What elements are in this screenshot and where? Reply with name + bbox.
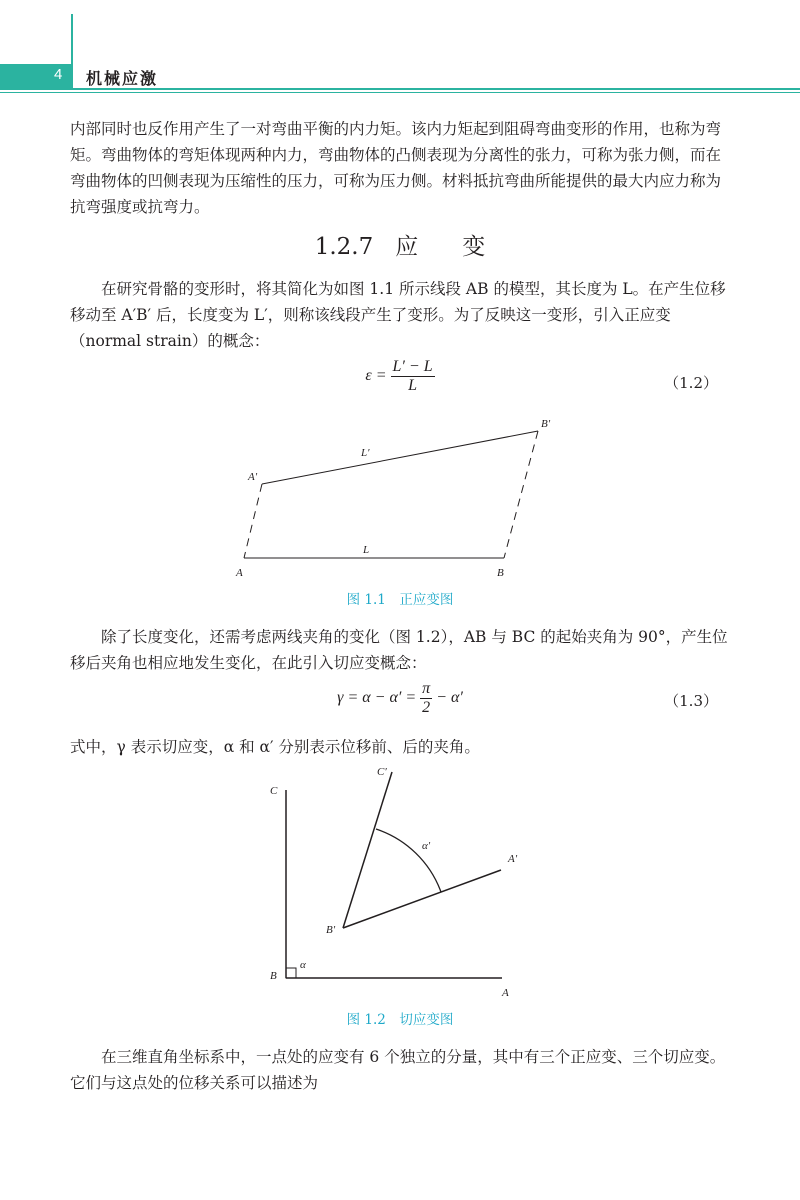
segment-b-prime-a-prime [343,870,501,928]
section-title-char1: 应 [395,234,419,260]
label-alpha: α [300,959,306,971]
section-number: 1.2.7 [314,234,374,260]
label-b-prime: B′ [541,418,551,430]
label-b-origin: B [270,970,277,982]
page-number: 4 [54,66,63,83]
label-l-prime: L′ [361,447,370,459]
label-b: B [497,567,504,579]
label-a: A [236,567,243,579]
right-angle-marker [286,968,296,978]
eq2-lhs: γ = α − α′ = [337,689,417,707]
alpha-prime-arc [376,829,441,892]
label-a-end: A [502,987,509,999]
paragraph-symbol-definitions: 式中，γ 表示切应变，α 和 α′ 分别表示位移前、后的夹角。 [70,738,480,756]
dashed-a-to-a-prime [244,484,262,558]
equation-1-2-label: （1.2） [664,374,718,392]
paragraph-3d-strain: 在三维直角坐标系中，一点处的应变有 6 个独立的分量，其中有三个正应变、三个切应变。它们与这点处的位移关系可以描述为 [70,1048,726,1092]
header-rule-thin [0,92,800,93]
eq2-numerator: π [422,680,431,697]
segment-a-prime-b-prime [262,431,538,484]
header-rule [0,88,800,90]
section-heading [0,228,800,261]
eq2-rhs: − α′ [436,689,463,707]
label-alpha-prime: α′ [422,840,431,852]
figure-1-2-caption: 图 1.2 切应变图 [346,1012,454,1028]
label-c: C [270,785,278,797]
eq2-fraction [420,680,432,717]
eq1-lhs: ε = [365,367,387,385]
label-a-prime-end: A′ [508,853,518,865]
label-b-prime: B′ [326,924,336,936]
segment-b-prime-c-prime [343,772,392,928]
eq1-denominator: L [408,377,417,394]
label-l: L [363,544,370,556]
dashed-b-to-b-prime [504,431,538,558]
figure-1-2 [0,760,800,1005]
paragraph-shear-strain: 除了长度变化，还需考虑两线夹角的变化（图 1.2），AB 与 BC 的起始夹角为 90°，产生位移后夹角也相应地发生变化，在此引入切应变概念： [70,628,728,672]
label-a-prime: A′ [248,471,258,483]
eq1-numerator: L′ − L [392,358,433,375]
eq2-denominator: 2 [422,699,431,716]
eq1-fraction [391,358,435,395]
running-title: 机械应激 [86,69,159,88]
paragraph-normal-strain: 在研究骨骼的变形时，将其简化为如图 1.1 所示线段 AB 的模型，其长度为 L。在产生位移移动至 A′B′ 后，长度变为 L′，则称该线段产生了变形。为了反映这一变形，引入正应变（normal strain）的概念： [70,280,726,350]
paragraph-bending-moment: 内部同时也反作用产生了一对弯曲平衡的内力矩。该内力矩起到阻碍弯曲变形的作用，也称为弯矩。弯曲物体的弯矩体现两种内力，弯曲物体的凸侧表现为分离性的张力，可称为张力侧，而在弯曲物体的凹侧表现为压缩性的压力，可称为压力侧。材料抵抗弯曲所能提供的最大内应力称为抗弯强度或抗弯力。 [70,120,722,216]
figure-1-1 [0,410,800,585]
equation-1-3-label: （1.3） [664,692,718,710]
figure-1-1-caption: 图 1.1 正应变图 [346,592,454,608]
label-c-prime: C′ [377,766,387,778]
section-title-char2: 变 [462,234,486,260]
